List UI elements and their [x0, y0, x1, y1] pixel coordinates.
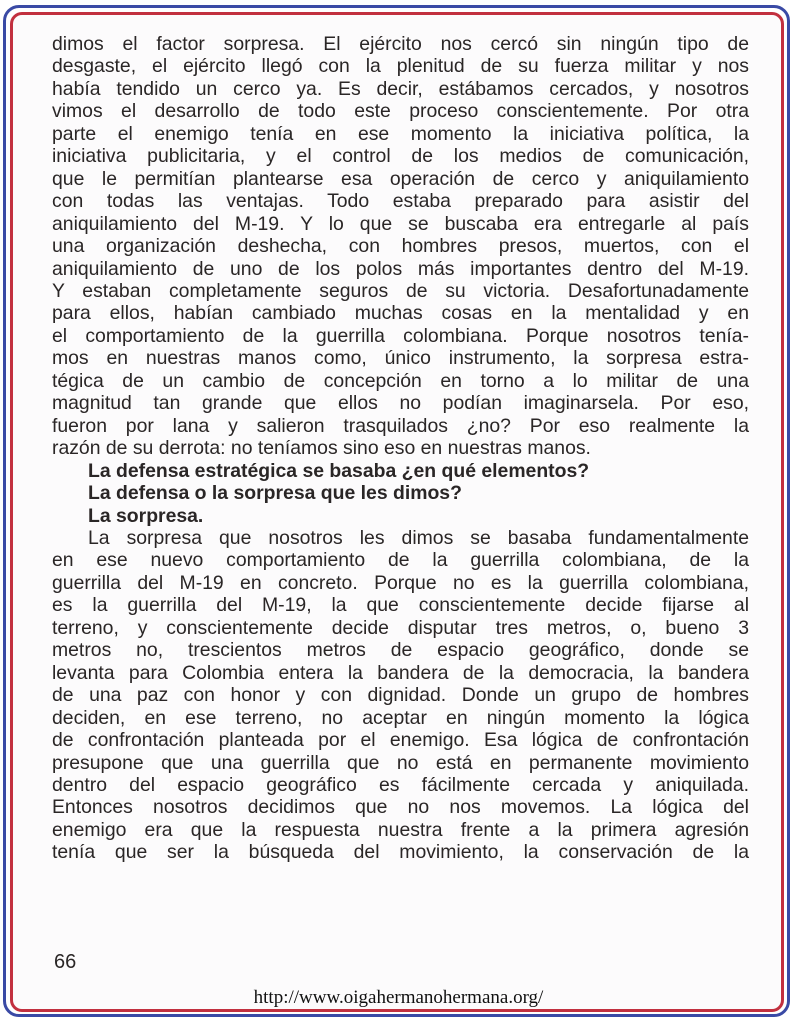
footer-url-link[interactable]: http://www.oigahermanohermana.org/	[253, 987, 544, 1008]
body-line: metros no, trescientos metros de espacio geográfico, donde se	[52, 639, 749, 662]
body-line: una organización deshecha, con hombres presos, muertos, con el	[52, 235, 749, 258]
body-line: parte el enemigo tenía en ese momento la iniciativa política, la	[52, 122, 749, 145]
body-line: fueron por lana y salieron trasquilados ¿no? Por eso realmente la	[52, 414, 749, 437]
body-line: para ellos, habían cambiado muchas cosas en la mentalidad y en	[52, 302, 749, 325]
interview-question: La defensa o la sorpresa que les dimos?	[88, 482, 462, 505]
body-line: presupone que una guerrilla que no está en permanente movimiento	[52, 751, 749, 774]
body-line: Y estaban completamente seguros de su victoria. Desafortunadamente	[52, 279, 749, 302]
body-line: de una paz con honor y con dignidad. Donde un grupo de hombres	[52, 684, 749, 707]
body-line: razón de su derrota: no teníamos sino eso en nuestras manos.	[52, 437, 591, 460]
body-line: dimos el factor sorpresa. El ejército nos cercó sin ningún tipo de	[52, 33, 749, 55]
body-line: tégica de un cambio de concepción en torno a lo militar de una	[52, 369, 749, 392]
body-line: levanta para Colombia entera la bandera de la democracia, la bandera	[52, 661, 749, 684]
body-line: iniciativa publicitaria, y el control de los medios de comunicación,	[52, 145, 749, 168]
body-line: es la guerrilla del M-19, la que conscientemente decide fijarse al	[52, 594, 749, 617]
body-line: terreno, y conscientemente decide disputar tres metros, o, bueno 3	[52, 616, 749, 639]
body-line: aniquilamiento del M-19. Y lo que se buscaba era entregarle al país	[52, 212, 749, 235]
body-line: aniquilamiento de uno de los polos más importantes dentro del M-19.	[52, 257, 749, 280]
body-line: vimos el desarrollo de todo este proceso conscientemente. Por otra	[52, 100, 749, 123]
interview-question: La sorpresa.	[88, 504, 204, 527]
body-line: el comportamiento de la guerrilla colombiana. Porque nosotros tenía-	[52, 324, 749, 347]
body-line: La sorpresa que nosotros les dimos se basaba fundamentalmente	[88, 526, 749, 549]
body-line: había tendido un cerco ya. Es decir, estábamos cercados, y nosotros	[52, 77, 749, 100]
body-line: dentro del espacio geográfico es fácilmente cercada y aniquilada.	[52, 773, 749, 796]
body-line: magnitud tan grande que ellos no podían imaginarsela. Por eso,	[52, 392, 749, 415]
body-line: de confrontación planteada por el enemigo. Esa lógica de confrontación	[52, 729, 749, 752]
body-line: guerrilla del M-19 en concreto. Porque no es la guerrilla colombiana,	[52, 571, 749, 594]
body-line: deciden, en ese terreno, no aceptar en ningún momento la lógica	[52, 706, 749, 729]
body-line: que le permitían plantearse esa operación de cerco y aniquilamiento	[52, 167, 749, 190]
interview-question: La defensa estratégica se basaba ¿en qué elementos?	[88, 459, 590, 482]
page-number: 66	[54, 951, 77, 973]
body-line: en ese nuevo comportamiento de la guerrilla colombiana, de la	[52, 549, 749, 572]
document-body	[52, 33, 749, 864]
body-line: Entonces nosotros decidimos que no nos movemos. La lógica del	[52, 796, 749, 819]
body-line: enemigo era que la respuesta nuestra frente a la primera agresión	[52, 818, 749, 841]
body-line: tenía que ser la búsqueda del movimiento, la conservación de la	[52, 841, 749, 864]
body-line: mos en nuestras manos como, único instrumento, la sorpresa estra-	[52, 347, 749, 370]
body-line: con todas las ventajas. Todo estaba preparado para asistir del	[52, 190, 749, 213]
body-line: desgaste, el ejército llegó con la plenitud de su fuerza militar y nos	[52, 55, 749, 78]
